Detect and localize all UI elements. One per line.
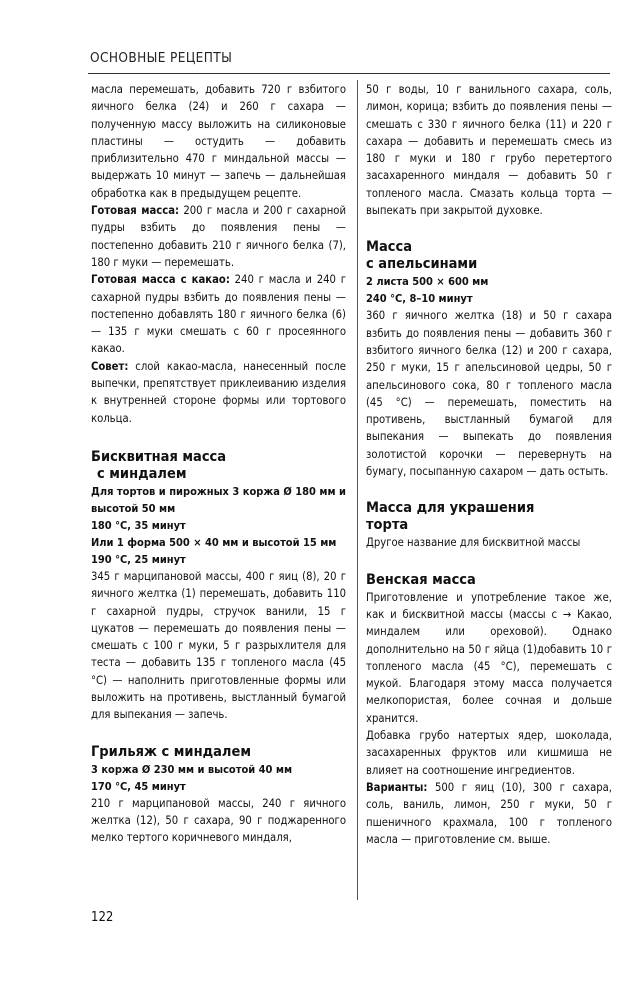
- paragraph-label: Готовая масса с какао:: [91, 273, 230, 287]
- section-title-line: с апельсинами: [366, 256, 478, 273]
- section-title-line: Бисквитная масса: [91, 448, 227, 465]
- section-title: Венская масса: [366, 571, 476, 588]
- paragraph: [366, 779, 612, 848]
- section-title: Грильяж с миндалем: [91, 743, 251, 760]
- recipe-spec: Или 1 форма 500 × 40 мм и высотой 15 мм: [91, 535, 337, 549]
- recipe-spec: 180 °С, 35 минут: [91, 518, 186, 532]
- header-rule: [88, 73, 610, 74]
- paragraph: 210 г марципановой массы, 240 г яичного желтка (12), 50 г сахара, 90 г поджаренного мелко тертого коричневого миндаля,: [91, 796, 346, 845]
- paragraph: Добавка грубо натертых ядер, шоколада, засахаренных фруктов или кишмиша не влияет на соотношение ингредиентов.: [366, 729, 612, 777]
- left-column: [91, 81, 346, 847]
- recipe-spec: 170 °С, 45 минут: [91, 779, 186, 793]
- page-number: 122: [91, 910, 114, 925]
- paragraph-label: Варианты:: [366, 780, 428, 794]
- recipe-spec: 3 коржа Ø 230 мм и высотой 40 мм: [91, 762, 293, 776]
- section-title-line: Масса для украшения: [366, 500, 535, 517]
- running-header: ОСНОВНЫЕ РЕЦЕПТЫ: [90, 50, 233, 66]
- paragraph: 50 г воды, 10 г ванильного сахара, соль, лимон, корица; взбить до появления пены — смешать с 330 г яичного белка (11) и 220 г сахара — добавить и перемешать смесь из 180 г муки и 180 г грубо перетертого засахаренного миндаля — добавить 50 г топленого масла. Смазать кольца торта — выпекать при закрытой духовке.: [366, 83, 612, 218]
- paragraph: [91, 202, 346, 271]
- paragraph-label: Готовая масса:: [91, 204, 180, 218]
- paragraph: 360 г яичного желтка (18) и 50 г сахара взбить до появления пены — добавить 360 г взбитого яичного белка (12) и 200 г сахара, 250 г муки, 15 г апельсиновой цедры, 50 г апельсинового сока, 80 г топленого масла (45 °С) — перемешать, поместить на противень, выстланный бумагой для выпекания — выпекать до появления золотистой корочки — перевернуть на бумагу, посыпанную сахаром — дать остыть.: [366, 309, 612, 479]
- column-divider: [357, 80, 358, 900]
- paragraph-label: Совет:: [91, 359, 129, 373]
- right-column: [366, 81, 612, 848]
- recipe-spec: 2 листа 500 × 600 мм: [366, 275, 489, 289]
- paragraph-text: 240 г масла и 240 г сахарной пудры взбить до появления пены — постепенно добавлять 180 г яичного белка (6) — 135 г муки смешать с 60 г просеянного какао.: [91, 273, 346, 356]
- recipe-spec: Для тортов и пирожных 3 коржа Ø 180 мм и высотой 50 мм: [91, 484, 346, 515]
- paragraph: масла перемешать, добавить 720 г взбитого яичного белка (24) и 260 г сахара — полученную массу выложить на силиконовые пластины — остудить — добавить приблизительно 470 г миндальной массы — выдержать 10 минут — запечь — дальнейшая обработка как в предыдущем рецепте.: [91, 83, 346, 200]
- section-title-line: торта: [366, 517, 409, 534]
- paragraph: [91, 271, 346, 357]
- paragraph-text: 500 г яиц (10), 300 г сахара, соль, ваниль, лимон, 250 г муки, 50 г пшеничного крахмала, 100 г топленого масла — приготовление см. выше.: [366, 780, 612, 846]
- section-title: [91, 449, 346, 483]
- section-title-line: Масса: [366, 239, 413, 256]
- section-title-line: с миндалем: [97, 465, 187, 482]
- paragraph: [91, 358, 346, 427]
- section-title: [366, 239, 612, 273]
- recipe-spec: 190 °С, 25 минут: [91, 552, 186, 566]
- paragraph: Приготовление и употребление такое же, как и бисквитной массы (массы с → Какао, миндалем или ореховой). Однако дополнительно на 50 г яйца (1)добавить 10 г топленого масла (45 °С), перемешать с мукой. Благодаря этому масса получается мелкопористая, более сочная и дольше хранится.: [366, 590, 612, 725]
- paragraph: 345 г марципановой массы, 400 г яиц (8), 20 г яичного желтка (1) перемешать, добавить 110 г сахарной пудры, стручок ванили, 15 г цукатов — перемешать до появления пены — смешать с 100 г муки, 5 г разрыхлителя для теста — добавить 135 г топленого масла (45 °С) — наполнить приготовленные формы или выложить на противень, выстланный бумагой для выпекания — запечь.: [91, 569, 346, 722]
- recipe-spec: 240 °С, 8–10 минут: [366, 292, 473, 306]
- section-title: [366, 500, 612, 534]
- paragraph-text: 200 г масла и 200 г сахарной пудры взбить до появления пены — постепенно добавить 210 г яичного белка (7), 180 г муки — перемешать.: [91, 204, 346, 269]
- paragraph-text: слой какао-масла, нанесенный после выпечки, препятствует приклеиванию изделия к внутренней стороне формы или тортового кольца.: [91, 359, 346, 425]
- paragraph: Другое название для бисквитной массы: [366, 536, 581, 550]
